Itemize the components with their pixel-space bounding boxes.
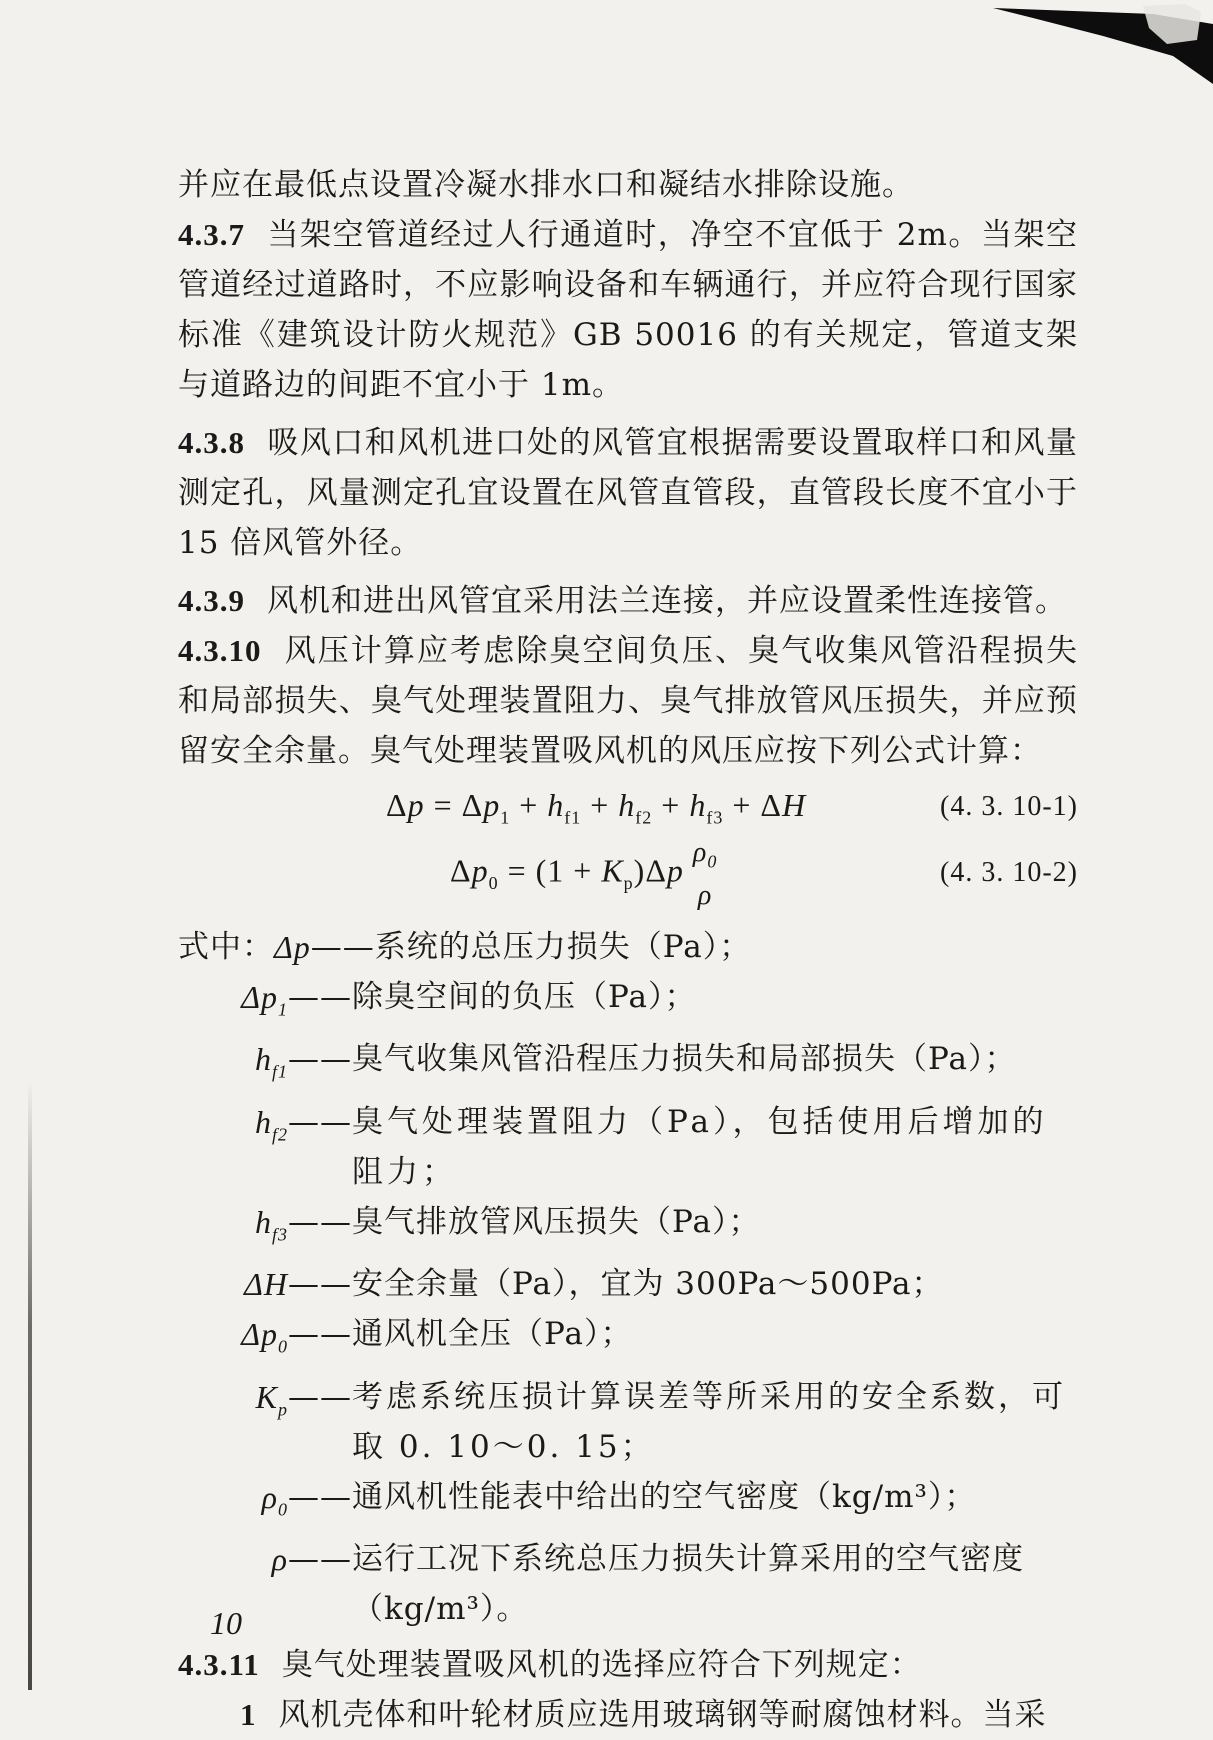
scan-artifact-edge xyxy=(28,1080,32,1690)
definition-row: ΔH —— 安全余量（Pa），宜为 300Pa～500Pa； xyxy=(178,1259,1078,1309)
formula-expression: $\Delta p = \Delta p_1 + h_{f1} + h_{f2} + h_{f3} + \Delta H$ xyxy=(386,787,807,828)
clause-number: 4.3.11 xyxy=(178,1646,260,1682)
item-text: 风机壳体和叶轮材质应选用玻璃钢等耐腐蚀材料。当采 xyxy=(278,1696,1047,1733)
clause-text: 当架空管道经过人行通道时，净空不宜低于 2m。当架空管道经过道路时，不应影响设备和车辆通行，并应符合现行国家标准《建筑设计防火规范》GB 50016 的有关规定，管道支架与道路边的间距不宜小于 1m。 xyxy=(178,217,1078,403)
definition-text: 臭气排放管风压损失（Pa）； xyxy=(352,1203,761,1240)
symbol: $h_{f2}$ xyxy=(254,1103,288,1145)
symbol: ΔH xyxy=(244,1266,288,1303)
definition-row: $\rho_0$ —— 通风机性能表中给出的空气密度（kg/m³）； xyxy=(178,1472,1078,1534)
symbol-definitions xyxy=(178,922,1078,1634)
clause-4-3-7 xyxy=(178,210,1078,410)
definition-row: ρ —— 运行工况下系统总压力损失计算采用的空气密度（kg/m³）。 xyxy=(178,1534,1078,1634)
symbol: $\rho_0$ xyxy=(261,1478,288,1519)
symbol: $K_p$ xyxy=(255,1378,288,1419)
clause-number: 4.3.8 xyxy=(178,425,245,460)
definition-row: 式中： Δp —— 系统的总压力损失（Pa）； xyxy=(178,922,1078,972)
definition-row: $h_{f2}$ —— 臭气处理装置阻力（Pa），包括使用后增加的阻力； xyxy=(178,1097,1078,1197)
text: 并应在最低点设置冷凝水排水口和凝结水排除设施。 xyxy=(178,167,914,203)
clause-number: 4.3.9 xyxy=(178,583,245,618)
formula-expression: $\Delta p_0 = (1 + K_p)\Delta p$ $\rho_0$ ρ xyxy=(450,837,718,911)
definitions-lead: 式中： xyxy=(178,929,274,965)
clause-4-3-8 xyxy=(178,418,1078,568)
formula-tag: (4. 3. 10-1) xyxy=(940,791,1078,822)
symbol: $h_{f3}$ xyxy=(254,1203,288,1245)
clause-text: 风压计算应考虑除臭空间负压、臭气收集风管沿程损失和局部损失、臭气处理装置阻力、臭气排放管风压损失，并应预留安全余量。臭气处理装置吸风机的风压应按下列公式计算： xyxy=(178,633,1078,769)
formula-4-3-10-1 xyxy=(178,776,1078,834)
page-number: 10 xyxy=(210,1605,242,1641)
list-item xyxy=(178,1690,1078,1740)
clause-4-3-9 xyxy=(178,576,1078,626)
definition-row: $h_{f1}$ —— 臭气收集风管沿程压力损失和局部损失（Pa）； xyxy=(178,1034,1078,1096)
clause-number: 4.3.7 xyxy=(178,217,245,252)
formula-4-3-10-2 xyxy=(178,834,1078,912)
definition-text: 考虑系统压损计算误差等所采用的安全系数，可取 0. 10～0. 15； xyxy=(352,1378,1066,1465)
definition-text: 系统的总压力损失（Pa）； xyxy=(374,929,752,965)
symbol: $\Delta p_1$ xyxy=(241,979,288,1020)
definition-text: 通风机性能表中给出的空气密度（kg/m³）； xyxy=(352,1478,977,1515)
definition-row: $\Delta p_0$ —— 通风机全压（Pa）； xyxy=(178,1309,1078,1371)
clause-text: 风机和进出风管宜采用法兰连接，并应设置柔性连接管。 xyxy=(267,583,1067,619)
formula-tag: (4. 3. 10-2) xyxy=(940,857,1078,888)
document-body xyxy=(178,160,1078,1740)
definition-text: 通风机全压（Pa）； xyxy=(352,1316,633,1353)
clause-4-3-10 xyxy=(178,626,1078,776)
definition-text: 臭气收集风管沿程压力损失和局部损失（Pa）； xyxy=(352,1041,1017,1078)
definition-text: 运行工况下系统总压力损失计算采用的空气密度（kg/m³）。 xyxy=(352,1540,1024,1627)
definition-row: $h_{f3}$ —— 臭气排放管风压损失（Pa）； xyxy=(178,1197,1078,1259)
clause-text: 臭气处理装置吸风机的选择应符合下列规定： xyxy=(281,1646,922,1683)
clause-text: 吸风口和风机进口处的风管宜根据需要设置取样口和风量测定孔，风量测定孔宜设置在风管直管段，直管段长度不宜小于 15 倍风管外径。 xyxy=(178,425,1078,561)
definition-row: $K_p$ —— 考虑系统压损计算误差等所采用的安全系数，可取 0. 10～0. 15； xyxy=(178,1372,1078,1472)
scan-artifact-corner xyxy=(953,0,1213,90)
fraction: $\rho_0$ ρ xyxy=(692,837,718,911)
definition-row: $\Delta p_1$ —— 除臭空间的负压（Pa）； xyxy=(178,972,1078,1034)
symbol: $h_{f1}$ xyxy=(254,1041,288,1082)
definition-text: 安全余量（Pa），宜为 300Pa～500Pa； xyxy=(352,1266,944,1303)
paragraph-continued xyxy=(178,160,1078,210)
symbol: $\Delta p_0$ xyxy=(241,1316,288,1357)
item-number: 1 xyxy=(240,1696,257,1732)
definition-text: 臭气处理装置阻力（Pa），包括使用后增加的阻力； xyxy=(352,1103,1048,1190)
definition-text: 除臭空间的负压（Pa）； xyxy=(352,979,697,1015)
symbol: Δp xyxy=(274,929,311,965)
symbol: ρ xyxy=(271,1540,288,1577)
clause-number: 4.3.10 xyxy=(178,633,262,668)
clause-4-3-11 xyxy=(178,1640,1078,1690)
